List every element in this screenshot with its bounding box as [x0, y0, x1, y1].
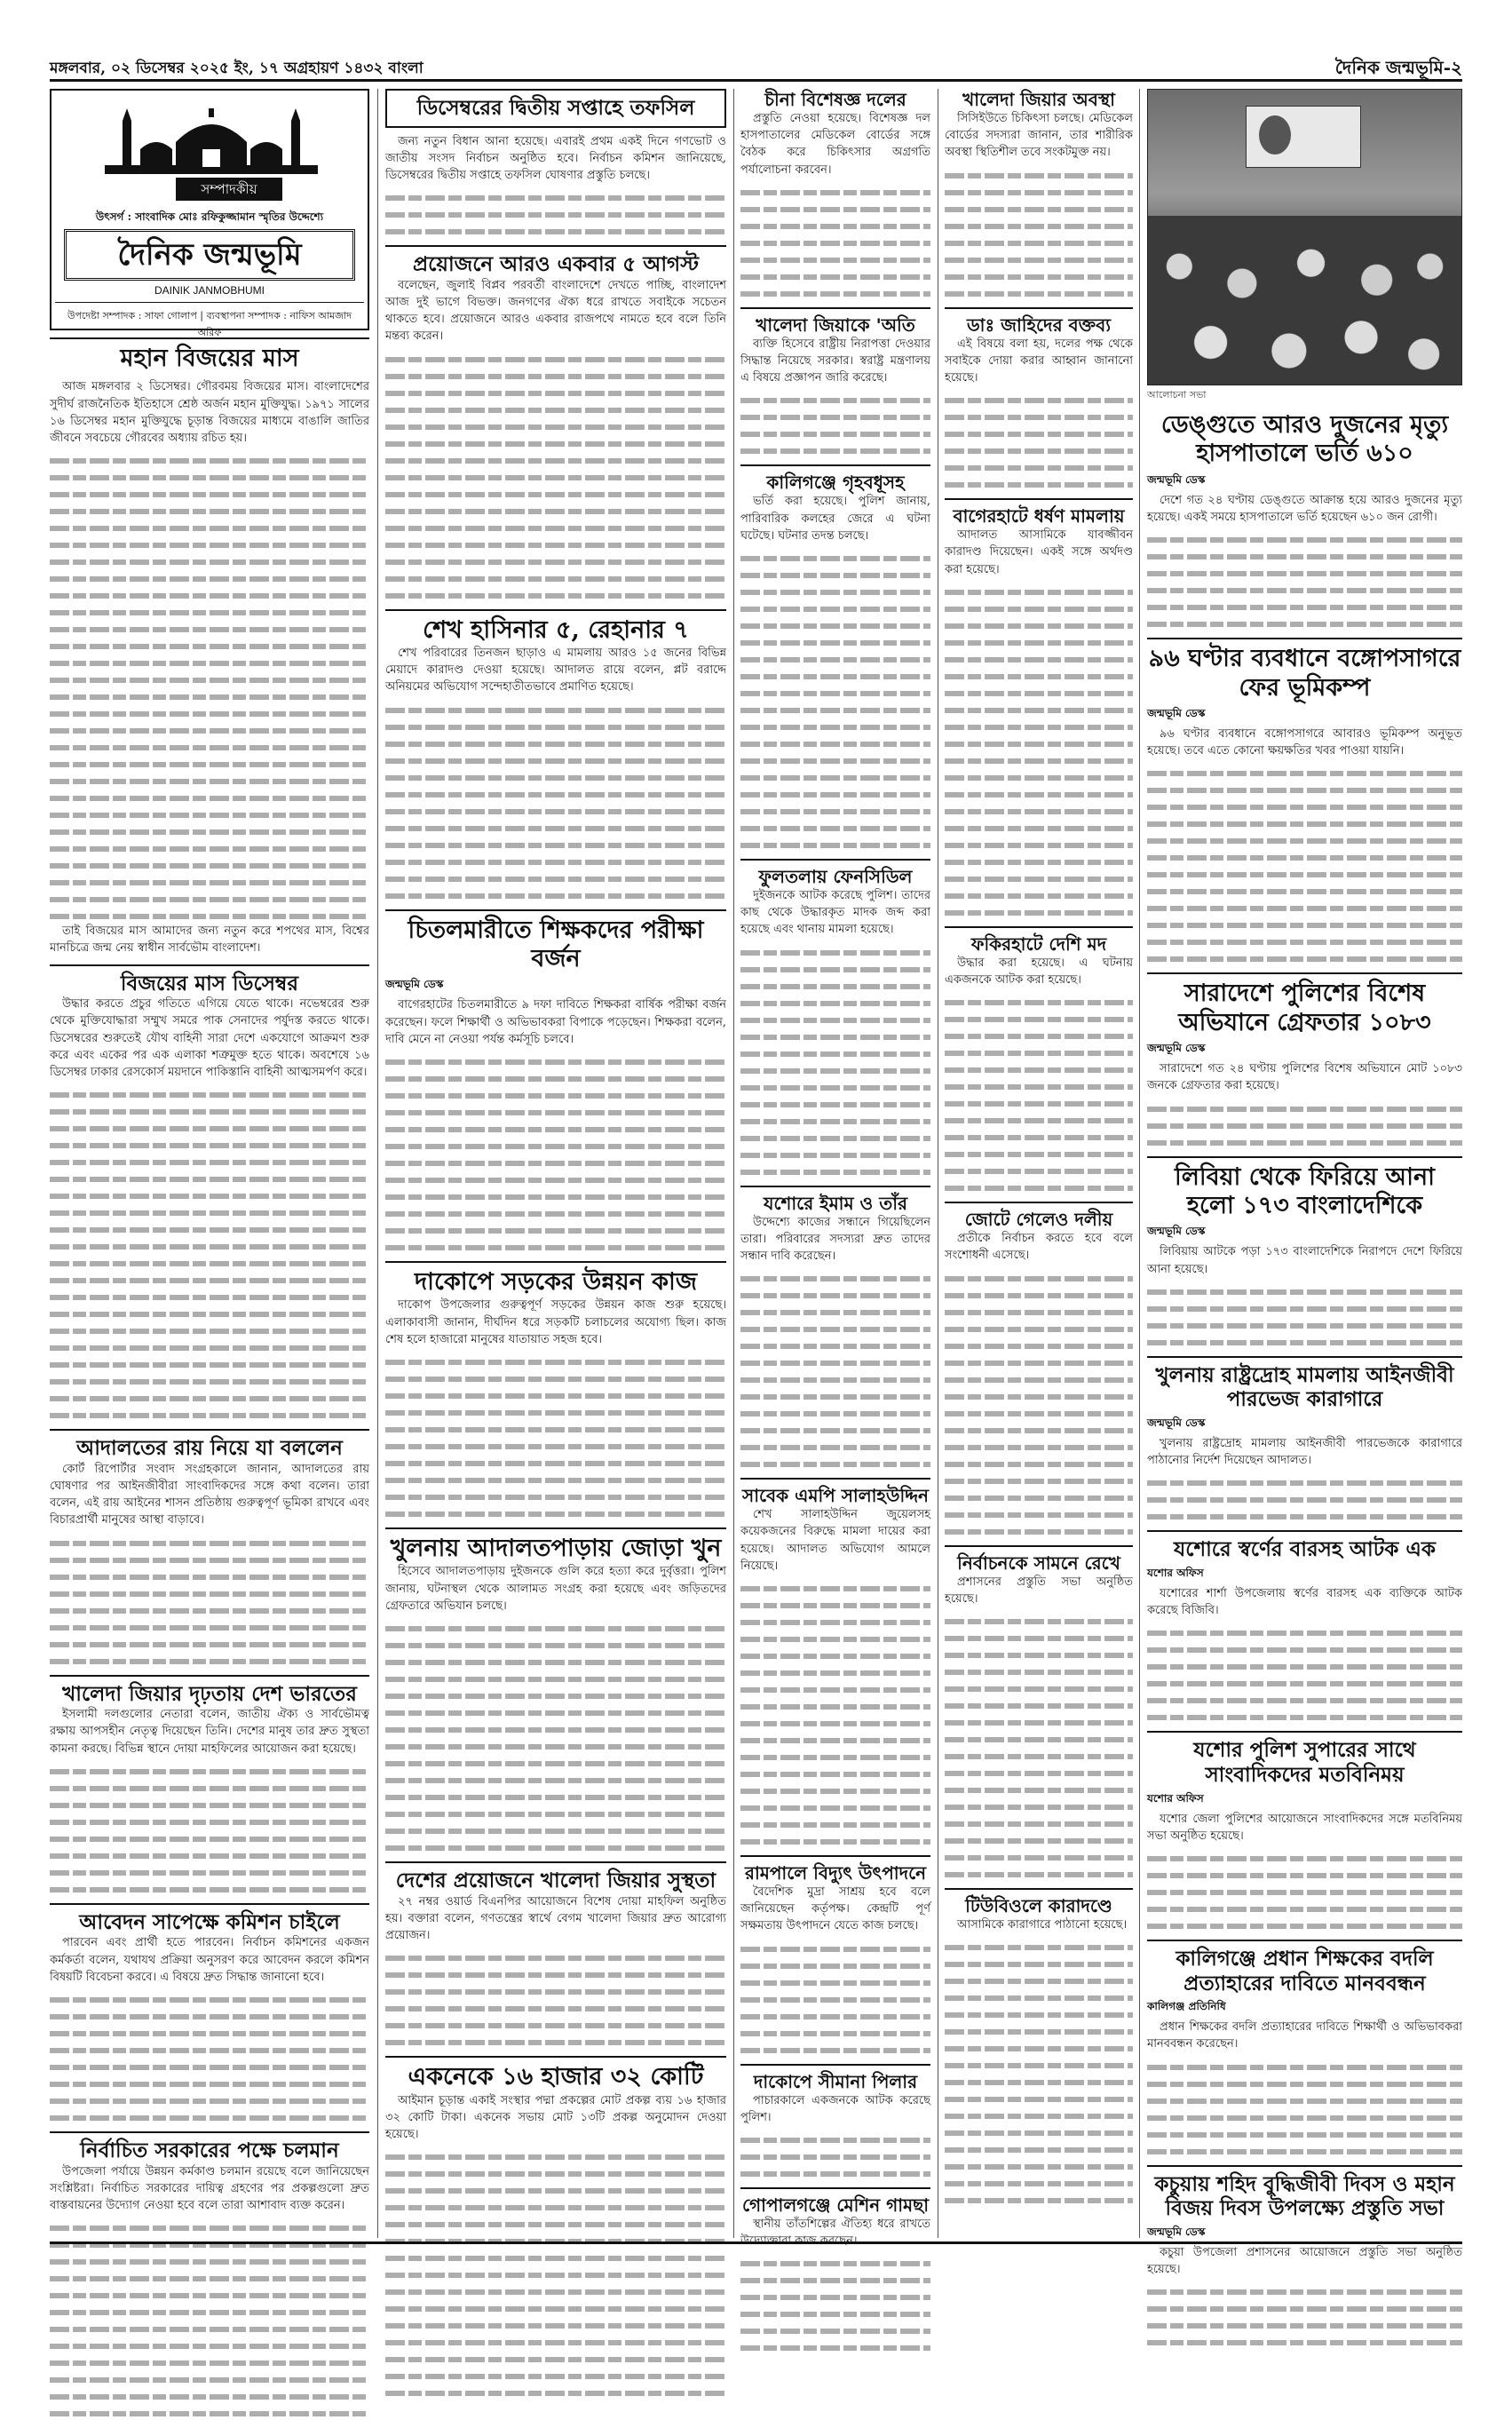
paragraph: কচুয়া উপজেলা প্রশাসনের আয়োজনে প্রস্তুতি সভা অনুষ্ঠিত হয়েছে। — [1147, 2245, 1462, 2276]
dateline: জন্মভূমি ডেস্ক — [1147, 1416, 1206, 1429]
story-title: ডেঙ্গুতে আরও দুজনের মৃত্যু হাসপাতালে ভর্তি ৬১০ — [1160, 411, 1449, 468]
story-body — [385, 996, 726, 1254]
dateline: যশোর অফিস — [1147, 1791, 1204, 1805]
brand-title: দৈনিক জন্মভূমি — [64, 229, 355, 281]
story-title: টিউবিওলে কারাদণ্ডে — [965, 1895, 1112, 1917]
story-body — [945, 1230, 1133, 1537]
dateline: কালিগঞ্জ প্রতিনিধি — [1147, 2000, 1226, 2013]
story-body — [385, 1563, 726, 1854]
story-body — [740, 1884, 930, 2057]
paragraph: ব্যক্তি হিসেবে রাষ্ট্রীয় নিরাপত্তা দেওয়ার সিদ্ধান্ত নিয়েছে সরকার। স্বরাষ্ট্র মন্ত্রণালয় এ বিষয়ে প্রজ্ঞাপন জারি করেছে। — [740, 337, 930, 385]
story-body — [1147, 2244, 1462, 2349]
paragraph: খুলনায় রাষ্ট্রদ্রোহ মামলায় আইনজীবী পারভেজকে কারাগারে পাঠানোর নির্দেশ দিয়েছেন আদালত। — [1147, 1436, 1462, 1468]
story-body — [1147, 1811, 1462, 1932]
story-title: রামপালে বিদ্যুৎ উৎপাদনে — [744, 1862, 927, 1884]
dateline: যশোর অফিস — [1147, 1566, 1204, 1579]
story-title: একনেকে ১৬ হাজার ৩২ কোটি — [408, 2063, 704, 2091]
story-title: প্রয়োজনে আরও একবার ৫ আগস্ট — [412, 252, 700, 277]
editorial-body — [50, 378, 369, 956]
editors-line: উপদেষ্টা সম্পাদক : সাফা গোলাপ | ব্যবস্থাপনা সম্পাদক : নাফিস আমজাদ অরিফ — [55, 302, 364, 342]
photo-crowd — [1148, 216, 1461, 385]
paragraph: হিসেবে আদালতপাড়ায় দুইজনকে গুলি করে হত্যা করে দুর্বৃত্তরা। পুলিশ জানায়, ঘটনাস্থল থেকে আলামত সংগ্রহ করা হয়েছে এবং জড়িতদের গ্রেফতারে অভিযান চলছে। — [385, 1565, 726, 1613]
story-title: গোপালগঞ্জে মেশিন গামছা — [741, 2194, 930, 2217]
story-title: শেখ হাসিনার ৫, রেহানার ৭ — [423, 615, 689, 644]
paragraph: সিসিইউতে চিকিৎসা চলছে। মেডিকেল বোর্ডের সদস্যরা জানান, তার শারীরিক অবস্থা স্থিতিশীল তবে সংকটমুক্ত নয়। — [945, 112, 1133, 160]
story-title: আবেদন সাপেক্ষে কমিশন চাইলে — [79, 1909, 340, 1934]
story-body — [385, 133, 726, 239]
story-title: কালিগঞ্জে গৃহবধূসহ — [766, 472, 905, 494]
dateline: জন্মভূমি ডেস্ক — [1147, 1042, 1206, 1055]
story-title: সাবেক এমপি সালাহউদ্দিন — [742, 1485, 929, 1507]
story-body — [945, 527, 1133, 919]
story-title: ৯৬ ঘণ্টার ব্যবধানে বঙ্গোপসাগরে ফের ভূমিকম্প — [1148, 645, 1461, 702]
story-body — [1147, 2019, 1462, 2157]
column-3 — [740, 89, 930, 2249]
story-title: খালেদা জিয়াকে 'অতি — [756, 313, 915, 336]
story-body — [50, 2163, 369, 2420]
story-title: চীনা বিশেষজ্ঞ দলের — [764, 89, 906, 110]
story-body — [740, 1214, 930, 1472]
paragraph: উদ্দেশ্যে কাজের সন্ধানে গিয়েছিলেন তারা। পরিবারের সদস্যরা দ্রুত তাদের সন্ধান দাবি করেছেন। — [740, 1215, 930, 1264]
paragraph: উদ্ধার করা হয়েছে। এ ঘটনায় একজনকে আটক করা হয়েছে। — [945, 956, 1133, 988]
story-title: ফুলতলায় ফেনসিডিল — [758, 866, 913, 888]
column-2 — [385, 89, 726, 2238]
story-title: খুলনায় রাষ্ট্রদ্রোহ মামলায় আইনজীবী পারভেজ কারাগারে — [1155, 1362, 1454, 1412]
page-number: দৈনিক জন্মভূমি-২ — [1334, 57, 1462, 78]
news-photo — [1147, 89, 1462, 385]
story-title: দাকোপে সড়কের উন্নয়ন কাজ — [414, 1268, 697, 1296]
paragraph: আজ মঙ্গলবার ২ ডিসেম্বর। গৌরবময় বিজয়ের মাস। বাংলাদেশের সুদীর্ঘ রাজনৈতিক ইতিহাসে শ্রেষ্ঠ অর্জন মহান মুক্তিযুদ্ধ। ১৯৭১ সালের ১৬ ডিসেম্বর মহান মুক্তিযুদ্ধে চূড়ান্ত বিজয়ের মাধ্যমে বাঙালি জাতির জীবনে সবচেয়ে গৌরবের অধ্যায় রচিত হয়। — [50, 380, 369, 445]
story-title: ডিসেম্বরের দ্বিতীয় সপ্তাহে তফসিল — [385, 89, 726, 128]
story-title: লিবিয়া থেকে ফিরিয়ে আনা হলো ১৭৩ বাংলাদেশিকে — [1175, 1162, 1435, 1219]
paragraph: শেখ পরিবারের তিনজন ছাড়াও এ মামলায় আরও ১৫ জনের বিভিন্ন মেয়াদে কারাদণ্ড দেওয়া হয়েছে। আদালত রায়ে বলেন, প্লট বরাদ্দে অনিয়মের অভিযোগ সন্দেহাতীতভাবে প্রমাণিত হয়েছে। — [385, 647, 726, 694]
story-title: খালেদা জিয়ার দৃঢ়তায় দেশ ভারতের — [62, 1681, 357, 1706]
story-title: ফকিরহাটে দেশি মদ — [970, 932, 1107, 955]
story-body — [740, 110, 930, 300]
paragraph: এই বিষয়ে বলা হয়, দলের পক্ষ থেকে সবাইকে দোয়া করার আহ্বান জানানো হয়েছে। — [945, 337, 1133, 385]
story-body — [385, 1297, 726, 1520]
story-title: দেশের প্রয়োজনে খালেদা জিয়ার সুস্থতা — [395, 1869, 716, 1892]
paragraph: লিবিয়ায় আটকে পড়া ১৭৩ বাংলাদেশিকে নিরাপদে দেশে ফিরিয়ে আনা হয়েছে। — [1147, 1245, 1462, 1276]
story-body — [1147, 1585, 1462, 1724]
issue-date: মঙ্গলবার, ০২ ডিসেম্বর ২০২৫ ইং, ১৭ অগ্রহায়ণ ১৪৩২ বাংলা — [50, 60, 424, 77]
story-body — [945, 1574, 1133, 1881]
story-title: বাগেরহাটে ধর্ষণ মামলায় — [953, 505, 1125, 528]
paragraph: শেখ সালাহউদ্দিন জুয়েলসহ কয়েকজনের বিরুদ্ধে মামলা দায়ের করা হয়েছে। আদালত অভিযোগ আমলে নিয়েছে। — [740, 1508, 930, 1573]
story-body — [385, 1893, 726, 2050]
dateline: জন্মভূমি ডেস্ক — [1147, 1225, 1206, 1238]
paragraph: প্রতীকে নির্বাচন করতে হবে বলে সংশোধনী এসেছে। — [945, 1232, 1133, 1263]
story-body — [385, 277, 726, 602]
story-title: ডাঃ জাহিদের বক্তব্য — [966, 313, 1112, 336]
paragraph: ৯৬ ঘণ্টার ব্যবধানে বঙ্গোপসাগরে আবারও ভূমিকম্প অনুভূত হয়েছে। তবে এতে কোনো ক্ষয়ক্ষতির খবর পাওয়া যায়নি। — [1147, 726, 1462, 758]
column-1 — [50, 89, 369, 2238]
paragraph: ভর্তি করা হয়েছে। পুলিশ জানায়, পারিবারিক কলহের জেরে এ ঘটনা ঘটেছে। ঘটনার তদন্ত চলছে। — [740, 495, 930, 543]
photo-banner — [1246, 106, 1361, 168]
paragraph: বাগেরহাটের চিতলমারীতে ৯ দফা দাবিতে শিক্ষকরা বার্ষিক পরীক্ষা বর্জন করেছেন। ফলে শিক্ষার্থী ও অভিভাবকরা বিপাকে পড়েছেন। শিক্ষকরা বলেন, দাবি মেনে না নেওয়া পর্যন্ত কর্মসূচি চলবে। — [385, 998, 726, 1046]
story-title: বিজয়ের মাস ডিসেম্বর — [120, 971, 299, 996]
paragraph: পারবেন এবং প্রার্থী হতে পারবেন। নির্বাচন কমিশনের একজন কর্মকর্তা বলেন, যথাযথ প্রক্রিয়া অনুসরণ করে আবেদন করলে কমিশন বিষয়টি বিবেচনা করবে। এ বিষয়ে দ্রুত সিদ্ধান্ত জানানো হবে। — [50, 1936, 369, 1984]
paragraph: উদ্ধার করতে প্রচুর গতিতে এগিয়ে যেতে থাকে। নভেম্বরের শুরু থেকে মুক্তিযোদ্ধারা সম্মুখ সমরে পাক সেনাদের পর্যুদস্ত করতে থাকে। ডিসেম্বরের শুরুতেই যৌথ বাহিনী সারা দেশে একযোগে আক্রমণ শুরু করে এবং একের পর এক এলাকা শত্রুমুক্ত হতে থাকে। অবশেষে ১৬ ডিসেম্বর ঢাকার রেসকোর্স ময়দানে পাকিস্তানি বাহিনী আত্মসমর্পণ করে। — [50, 997, 369, 1080]
paragraph: দাকোপ উপজেলার গুরুত্বপূর্ণ সড়কের উন্নয়ন কাজ শুরু হয়েছে। এলাকাবাসী জানান, দীর্ঘদিন ধরে সড়কটি চলাচলের অযোগ্য ছিল। কাজ শেষ হলে হাজারো মানুষের যাতায়াত সহজ হবে। — [385, 1298, 726, 1346]
dateline: জন্মভূমি ডেস্ক — [385, 978, 444, 991]
mosque-icon — [105, 103, 318, 174]
story-body — [740, 2216, 930, 2354]
story-title: কালিগঞ্জে প্রধান শিক্ষকের বদলি প্রত্যাহারের দাবিতে মানববন্ধন — [1176, 1946, 1434, 1996]
brand-english: DAINIK JANMOBHUMI — [154, 284, 265, 297]
dateline: জন্মভূমি ডেস্ক — [1147, 472, 1206, 486]
story-title: দাকোপে সীমানা পিলার — [753, 2070, 918, 2092]
paragraph: আসামিকে কারাগারে পাঠানো হয়েছে। — [957, 1918, 1128, 1932]
story-title: জোটে গেলেও দলীয় — [964, 1209, 1113, 1231]
paragraph: প্রস্তুতি নেওয়া হয়েছে। বিশেষজ্ঞ দল হাসপাতালের মেডিকেল বোর্ডের সঙ্গে বৈঠক করে চিকিৎসার অগ্রগতি পর্যালোচনা করবেন। — [740, 112, 930, 177]
story-body — [1147, 1435, 1462, 1523]
editorial-title: মহান বিজয়ের মাস — [120, 345, 299, 372]
section-label: সম্পাদকীয় — [176, 178, 282, 201]
story-body — [945, 336, 1133, 492]
photo-caption: আলোচনা সভা — [1147, 389, 1207, 401]
story-body — [740, 336, 930, 458]
column-5 — [1147, 89, 1462, 2276]
story-title: খুলনায় আদালতপাড়ায় জোড়া খুন — [390, 1535, 722, 1562]
paragraph: সারাদেশে গত ২৪ ঘণ্টায় পুলিশের বিশেষ অভিযানে মোট ১০৮৩ জনকে গ্রেফতার করা হয়েছে। — [1147, 1062, 1462, 1093]
paragraph: ২৭ নম্বর ওয়ার্ড বিএনপির আয়োজনে বিশেষ দোয়া মাহফিল অনুষ্ঠিত হয়। বক্তারা বলেন, গণতন্ত্রের স্বার্থে বেগম খালেদা জিয়ার দ্রুত আরোগ্য প্রয়োজন। — [385, 1894, 726, 1942]
column-divider — [733, 89, 734, 2238]
story-title: কচুয়ায় শহিদ বুদ্ধিজীবী দিবস ও মহান বিজয় দিবস উপলক্ষ্যে প্রস্তুতি সভা — [1154, 2171, 1455, 2221]
story-title: চিতলমারীতে শিক্ষকদের পরীক্ষা বর্জন — [408, 916, 704, 972]
column-divider — [1139, 89, 1140, 2238]
dateline: জন্মভূমি ডেস্ক — [1147, 2225, 1206, 2238]
story-body — [385, 645, 726, 902]
column-4 — [945, 89, 1133, 2238]
story-title: সারাদেশে পুলিশের বিশেষ অভিযানে গ্রেফতার ১০৮৩ — [1178, 980, 1431, 1036]
story-body — [740, 887, 930, 1178]
story-title: যশোরে ইমাম ও তাঁর — [763, 1192, 908, 1214]
story-title: নির্বাচনকে সামনে রেখে — [957, 1551, 1120, 1574]
story-body — [50, 1461, 369, 1668]
paragraph: পাচারকালে একজনকে আটক করেছে পুলিশ। — [740, 2093, 930, 2124]
story-title: যশোর পুলিশ সুপারের সাথে সাংবাদিকদের মতবিনিময় — [1193, 1738, 1416, 1787]
dateline: জন্মভূমি ডেস্ক — [1147, 706, 1206, 719]
paragraph: বৈদেশিক মুদ্রা সাশ্রয় হবে বলে জানিয়েছেন কর্তৃপক্ষ। কেন্দ্রটি পূর্ণ সক্ষমতায় উৎপাদনে যেতে কাজ চলছে। — [740, 1885, 930, 1933]
story-body — [945, 1916, 1133, 2207]
paragraph: ইসলামী দলগুলোর নেতারা বলেন, জাতীয় ঐক্য ও সার্বভৌমত্ব রক্ষায় আপসহীন নেতৃত্ব দিয়েছেন তিনি। দেশের মানুষ তার দ্রুত সুস্থতা কামনা করছে। বিভিন্ন স্থানে দোয়া মাহফিলের আয়োজন করা হয়েছে। — [50, 1708, 369, 1756]
paragraph: উপজেলা পর্যায়ে উন্নয়ন কর্মকাণ্ড চলমান রয়েছে বলে জানিয়েছেন সংশ্লিষ্টরা। নির্বাচিত সরকারের দায়িত্ব গ্রহণের পর প্রকল্পগুলো দ্রুত বাস্তবায়নের উদ্যোগ নেওয়া হবে বলে তারা আশাবাদ ব্যক্ত করেন। — [50, 2164, 369, 2213]
paragraph: যশোরের শার্শা উপজেলায় স্বর্ণের বারসহ এক ব্যক্তিকে আটক করেছে বিজিবি। — [1147, 1586, 1462, 1618]
paragraph: স্থানীয় তাঁতশিল্পের ঐতিহ্য ধরে রাখতে উদ্যোক্তারা কাজ করছেন। — [740, 2218, 930, 2249]
story-body — [50, 1706, 369, 1896]
paragraph: বলেছেন, জুলাই বিপ্লব পরবর্তী বাংলাদেশে দেখতে পাচ্ছি, বাংলাদেশ আজ দুই ভাগে বিভক্ত। জনগণের ঐক্য ধরে রাখতে সবাইকে সচেতন থাকতে হবে। প্রয়োজনে আরও একবার রাজপথে নামতে হবে বলে তিনি মন্তব্য করেন। — [385, 278, 726, 344]
story-body — [740, 493, 930, 852]
paragraph: যশোর জেলা পুলিশের আয়োজনে সাংবাদিকদের সঙ্গে মতবিনিময় সভা অনুষ্ঠিত হয়েছে। — [1147, 1812, 1462, 1843]
story-body — [945, 110, 1133, 300]
paragraph: দেশে গত ২৪ ঘণ্টায় ডেঙ্গুতে আক্রান্ত হয়ে আরও দুজনের মৃত্যু হয়েছে। একই সময়ে হাসপাতালে ভর্তি হয়েছেন ৬১০ জন রোগী। — [1147, 493, 1462, 524]
paragraph: কোর্ট রিপোর্টার সংবাদ সংগ্রহকালে জানান, আদালতের রায় ঘোষণার পর আইনজীবীরা সাংবাদিকদের সঙ্গে কথা বলেন। তারা বলেন, এই রায় আইনের শাসন প্রতিষ্ঠায় গুরুত্বপূর্ণ ভূমিকা রাখবে এবং বিচারপ্রার্থী মানুষের আস্থা বাড়াবে। — [50, 1462, 369, 1527]
story-body — [50, 1934, 369, 2124]
story-title: খালেদা জিয়ার অবস্থা — [962, 89, 1115, 110]
motto: উৎসর্গ : সাংবাদিক মোঃ রফিকুজ্জামান স্মৃতির উদ্দেশ্যে — [95, 210, 324, 223]
paragraph: দুইজনকে আটক করেছে পুলিশ। তাদের কাছ থেকে উদ্ধারকৃত মাদক জব্দ করা হয়েছে এবং থানায় মামলা হয়েছে। — [740, 889, 930, 937]
story-body — [945, 955, 1133, 1194]
paragraph: তাই বিজয়ের মাস আমাদের জন্য নতুন করে শপথের মাস, বিশ্বের মানচিত্রে জন্ম নেয় স্বাধীন সার্বভৌম বাংলাদেশ। — [50, 924, 369, 956]
column-divider — [377, 89, 378, 2238]
paragraph: আইমান চূড়ান্ত একাই সংস্থার পদ্মা প্রকল্পের মোট প্রকল্প ব্যয় ১৬ হাজার ৩২ কোটি টাকা। একনেক সভায় মোট ১৩টি প্রকল্প অনুমোদন দেওয়া হয়েছে। — [385, 2093, 726, 2141]
paragraph: জন্য নতুন বিধান আনা হয়েছে। এবারই প্রথম একই দিনে গণভোট ও জাতীয় সংসদ নির্বাচন অনুষ্ঠিত হবে। নির্বাচন কমিশন জানিয়েছে, ডিসেম্বরের দ্বিতীয় সপ্তাহে তফসিল ঘোষণার প্রস্তুতি চলছে। — [385, 134, 726, 182]
story-title: আদালতের রায় নিয়ে যা বললেন — [76, 1436, 343, 1461]
story-body — [50, 996, 369, 1422]
story-title: যশোরে স্বর্ণের বারসহ আটক এক — [1174, 1537, 1436, 1562]
page-header — [50, 52, 1462, 82]
story-body — [740, 2092, 930, 2180]
story-body — [385, 2092, 726, 2400]
paragraph: প্রশাসনের প্রস্তুতি সভা অনুষ্ঠিত হয়েছে। — [945, 1575, 1133, 1606]
story-body — [1147, 1060, 1462, 1148]
story-body — [1147, 1243, 1462, 1348]
story-title: নির্বাচিত সরকারের পক্ষে চলমান — [80, 2138, 339, 2163]
editorial-masthead — [50, 89, 369, 338]
story-body — [1147, 726, 1462, 965]
paragraph: আদালত আসামিকে যাবজ্জীবন কারাদণ্ড দিয়েছেন। একই সঙ্গে অর্থদণ্ড করা হয়েছে। — [945, 528, 1133, 576]
bottom-rule — [50, 2241, 1462, 2244]
paragraph: প্রধান শিক্ষকের বদলি প্রত্যাহারের দাবিতে শিক্ষার্থী ও অভিভাবকরা মানববন্ধন করেছেন। — [1147, 2020, 1462, 2051]
story-body — [1147, 492, 1462, 631]
story-body — [740, 1506, 930, 1848]
